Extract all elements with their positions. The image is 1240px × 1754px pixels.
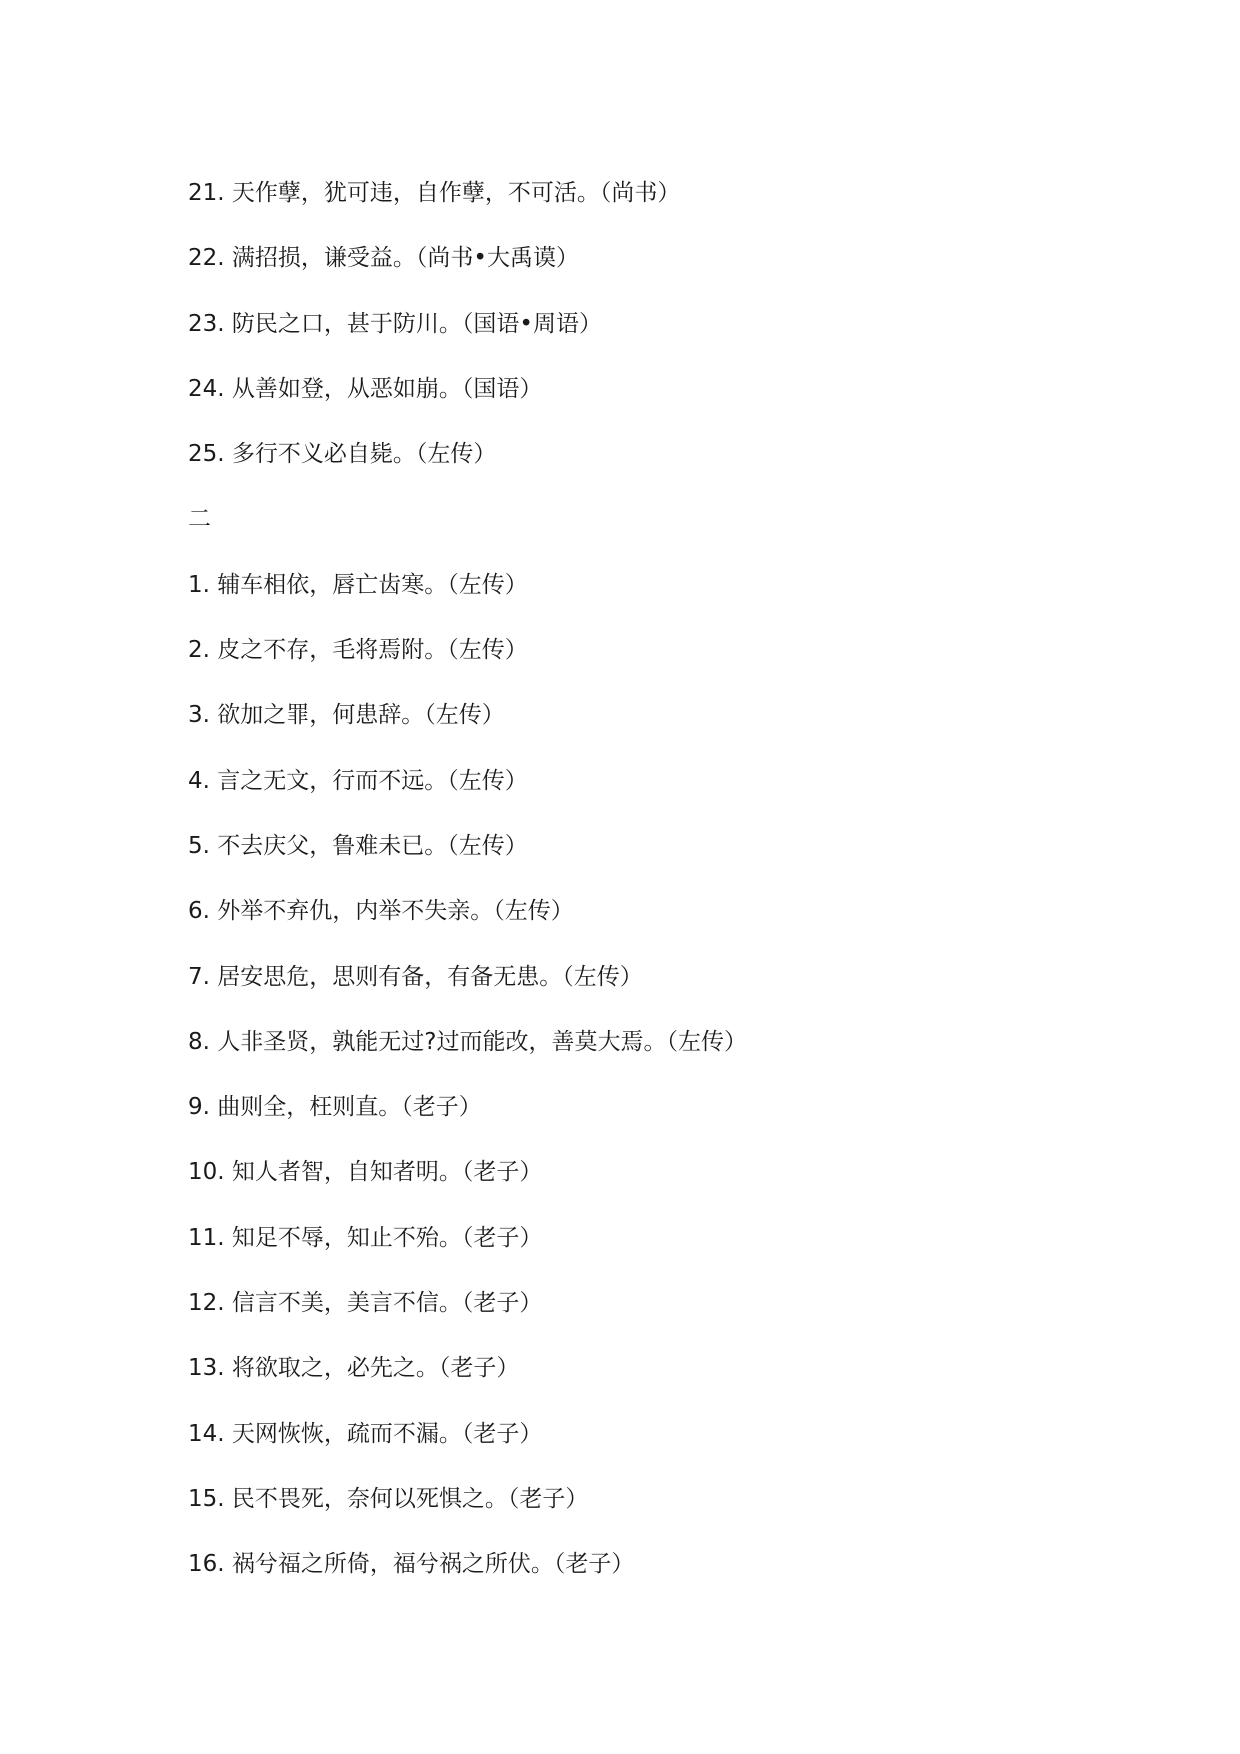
- quote-line: 25. 多行不义必自毙。（左传）: [188, 441, 497, 468]
- quote-line: 22. 满招损，谦受益。（尚书•大禹谟）: [188, 245, 579, 272]
- quote-line: 9. 曲则全，枉则直。（老子）: [188, 1094, 482, 1121]
- quote-line: 12. 信言不美，美言不信。（老子）: [188, 1290, 543, 1317]
- quote-list: [188, 178, 747, 1615]
- quote-line: 11. 知足不辱，知止不殆。（老子）: [188, 1224, 543, 1251]
- quote-line: 3. 欲加之罪，何患辞。（左传）: [188, 702, 505, 729]
- quote-line: 2. 皮之不存，毛将焉附。（左传）: [188, 637, 528, 664]
- quote-line: 13. 将欲取之，必先之。（老子）: [188, 1355, 520, 1382]
- quote-line: 14. 天网恢恢，疏而不漏。（老子）: [188, 1420, 543, 1447]
- quote-line: 15. 民不畏死，奈何以死惧之。（老子）: [188, 1485, 589, 1512]
- quote-line: 5. 不去庆父，鲁难未已。（左传）: [188, 832, 528, 859]
- quote-line: 4. 言之无文，行而不远。（左传）: [188, 767, 528, 794]
- quote-line: 1. 辅车相依，唇亡齿寒。（左传）: [188, 571, 528, 598]
- quote-line: 16. 祸兮福之所倚，福兮祸之所伏。（老子）: [188, 1551, 635, 1578]
- quote-line: 7. 居安思危，思则有备，有备无患。（左传）: [188, 963, 643, 990]
- section-heading: 二: [188, 506, 211, 533]
- quote-line: 23. 防民之口，甚于防川。（国语•周语）: [188, 310, 602, 337]
- quote-line: 10. 知人者智，自知者明。（老子）: [188, 1159, 543, 1186]
- quote-line: 8. 人非圣贤，孰能无过?过而能改，善莫大焉。（左传）: [188, 1028, 747, 1055]
- quote-line: 24. 从善如登，从恶如崩。（国语）: [188, 375, 543, 402]
- quote-line: 21. 天作孽，犹可违，自作孽，不可活。（尚书）: [188, 180, 681, 206]
- quote-line: 6. 外举不弃仇，内举不失亲。（左传）: [188, 898, 574, 925]
